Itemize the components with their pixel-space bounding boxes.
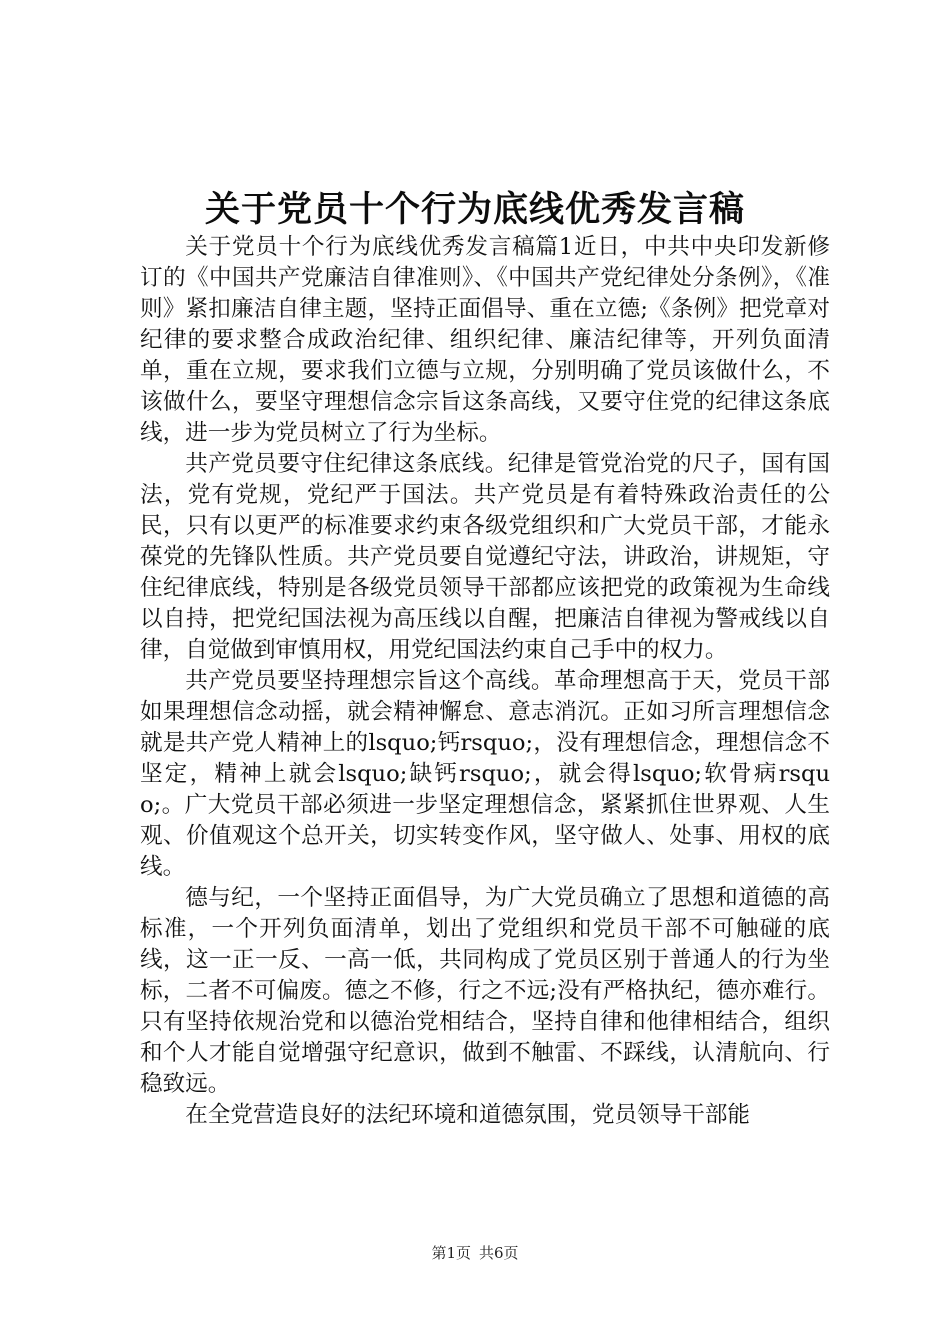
page-footer — [0, 1243, 950, 1263]
document-body — [140, 232, 830, 1131]
paragraph-2: 共产党员要守住纪律这条底线。纪律是管党治党的尺子，国有国法，党有党规，党纪严于国法。共产党员是有着特殊政治责任的公民，只有以更严的标准要求约束各级党组织和广大党员干部，才能永葆党的先锋队性质。共产党员要自觉遵纪守法，讲政治，讲规矩，守住纪律底线，特别是各级党员领导干部都应该把党的政策视为生命线以自持，把党纪国法视为高压线以自醒，把廉洁自律视为警戒线以自律，自觉做到审慎用权，用党纪国法约束自己手中的权力。 — [140, 451, 830, 663]
page-number-current: 第1页 — [431, 1244, 471, 1262]
page-number-total: 共6页 — [479, 1244, 519, 1262]
paragraph-1: 关于党员十个行为底线优秀发言稿篇1近日，中共中央印发新修订的《中国共产党廉洁自律准则》、《中国共产党纪律处分条例》，《准则》紧扣廉洁自律主题，坚持正面倡导、重在立德;《条例》把党章对纪律的要求整合成政治纪律、组织纪律、廉洁纪律等，开列负面清单，重在立规，要求我们立德与立规，分别明确了党员该做什么，不该做什么，要坚守理想信念宗旨这条高线，又要守住党的纪律这条底线，进一步为党员树立了行为坐标。 — [140, 234, 830, 446]
paragraph-3: 共产党员要坚持理想宗旨这个高线。革命理想高于天，党员干部如果理想信念动摇，就会精神懈怠、意志消沉。正如习所言理想信念就是共产党人精神上的lsquo;钙rsquo;，没有理想信念，理想信念不坚定，精神上就会lsquo;缺钙rsquo;，就会得lsquo;软骨病rsquo;。广大党员干部必须进一步坚定理想信念，紧紧抓住世界观、人生观、价值观这个总开关，切实转变作风，坚守做人、处事、用权的底线。 — [140, 668, 830, 880]
paragraph-5: 在全党营造良好的法纪环境和道德氛围，党员领导干部能 — [185, 1102, 751, 1128]
paragraph-4: 德与纪，一个坚持正面倡导，为广大党员确立了思想和道德的高标准，一个开列负面清单，划出了党组织和党员干部不可触碰的底线，这一正一反、一高一低，共同构成了党员区别于普通人的行为坐标，二者不可偏废。德之不修，行之不远;没有严格执纪，德亦难行。只有坚持依规治党和以德治党相结合，坚持自律和他律相结合，组织和个人才能自觉增强守纪意识，做到不触雷、不踩线，认清航向、行稳致远。 — [140, 885, 830, 1097]
document-title: 关于党员十个行为底线优秀发言稿 — [204, 189, 745, 230]
